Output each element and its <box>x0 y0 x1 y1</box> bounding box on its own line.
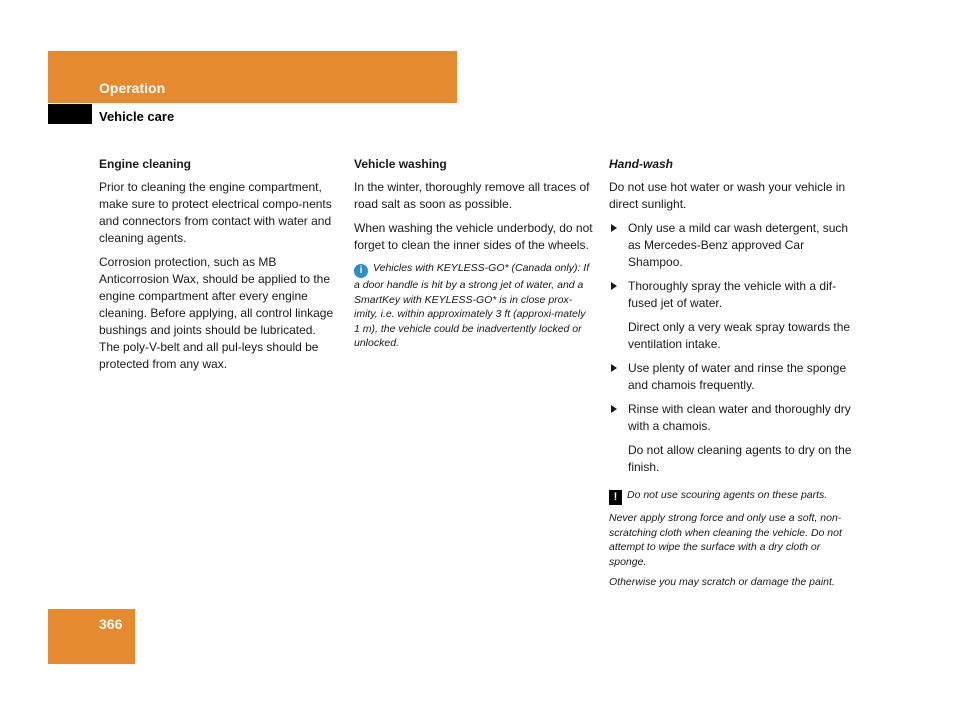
column-vehicle-washing <box>354 156 594 357</box>
info-icon: i <box>354 264 368 278</box>
warning-paragraph-3: Otherwise you may scratch or damage the paint. <box>609 576 835 588</box>
vehicle-washing-paragraph-2: When washing the vehicle underbody, do not forget to clean the inner sides of the wheels. <box>354 221 593 252</box>
bullet-triangle-icon <box>611 405 617 413</box>
subsection-title: Vehicle care <box>99 109 175 124</box>
bullet-triangle-icon <box>611 224 617 232</box>
column-hand-wash <box>609 156 854 596</box>
list-item <box>609 360 854 394</box>
bullet-text: Thoroughly spray the vehicle with a dif-fused jet of water. <box>628 279 837 310</box>
hand-wash-heading: Hand-wash <box>609 157 674 171</box>
bullet-triangle-icon <box>611 282 617 290</box>
keyless-go-info-note <box>354 261 594 351</box>
vehicle-washing-paragraph-1: In the winter, thoroughly remove all traces of road salt as soon as possible. <box>354 180 590 211</box>
column-engine-cleaning <box>99 156 339 380</box>
page-number: 366 <box>99 616 123 632</box>
bullet-text: Only use a mild car wash detergent, such as Mercedes-Benz approved Car Shampoo. <box>628 221 849 269</box>
bullet-text: Rinse with clean water and thoroughly dry with a chamois. <box>628 402 851 433</box>
keyless-go-info-text: Vehicles with KEYLESS-GO* (Canada only): If a door handle is hit by a strong jet of water, and a SmartKey with KEYLESS-GO* is in close prox-imity, i.e. within approximately 3 ft (approxi-mately 1 m), the vehicle could be inadvertently locked or unlocked. <box>354 262 590 349</box>
engine-cleaning-paragraph-2: Corrosion protection, such as MB Anticorrosion Wax, should be applied to the engine compartment after every engine cleaning. Before applying, all control linkage bushings and joints should be lubricated. The poly-V-belt and all pul-leys should be protected from any wax. <box>99 255 334 371</box>
list-item <box>609 401 854 435</box>
vehicle-washing-heading: Vehicle washing <box>354 157 447 171</box>
hand-wash-intro: Do not use hot water or wash your vehicle in direct sunlight. <box>609 180 846 211</box>
bullet-note: Do not allow cleaning agents to dry on the finish. <box>628 443 852 474</box>
warning-icon: ! <box>609 490 622 505</box>
list-item <box>609 278 854 312</box>
warning-text: Do not use scouring agents on these parts. <box>627 489 828 501</box>
warning-paragraph-2: Never apply strong force and only use a soft, non-scratching cloth when cleaning the vehicle. Do not attempt to wipe the surface with a dry cloth or sponge. <box>609 512 842 568</box>
bullet-text: Use plenty of water and rinse the sponge and chamois frequently. <box>628 361 847 392</box>
engine-cleaning-paragraph-1: Prior to cleaning the engine compartment, make sure to protect electrical compo-nents and connectors from contact with water and cleaning agents. <box>99 180 332 245</box>
section-title: Operation <box>99 80 166 96</box>
warning-note <box>609 488 854 505</box>
bullet-triangle-icon <box>611 364 617 372</box>
list-item <box>609 220 854 271</box>
bullet-note: Direct only a very weak spray towards the ventilation intake. <box>628 320 851 351</box>
engine-cleaning-heading: Engine cleaning <box>99 157 192 171</box>
header-tab-marker <box>48 104 92 124</box>
